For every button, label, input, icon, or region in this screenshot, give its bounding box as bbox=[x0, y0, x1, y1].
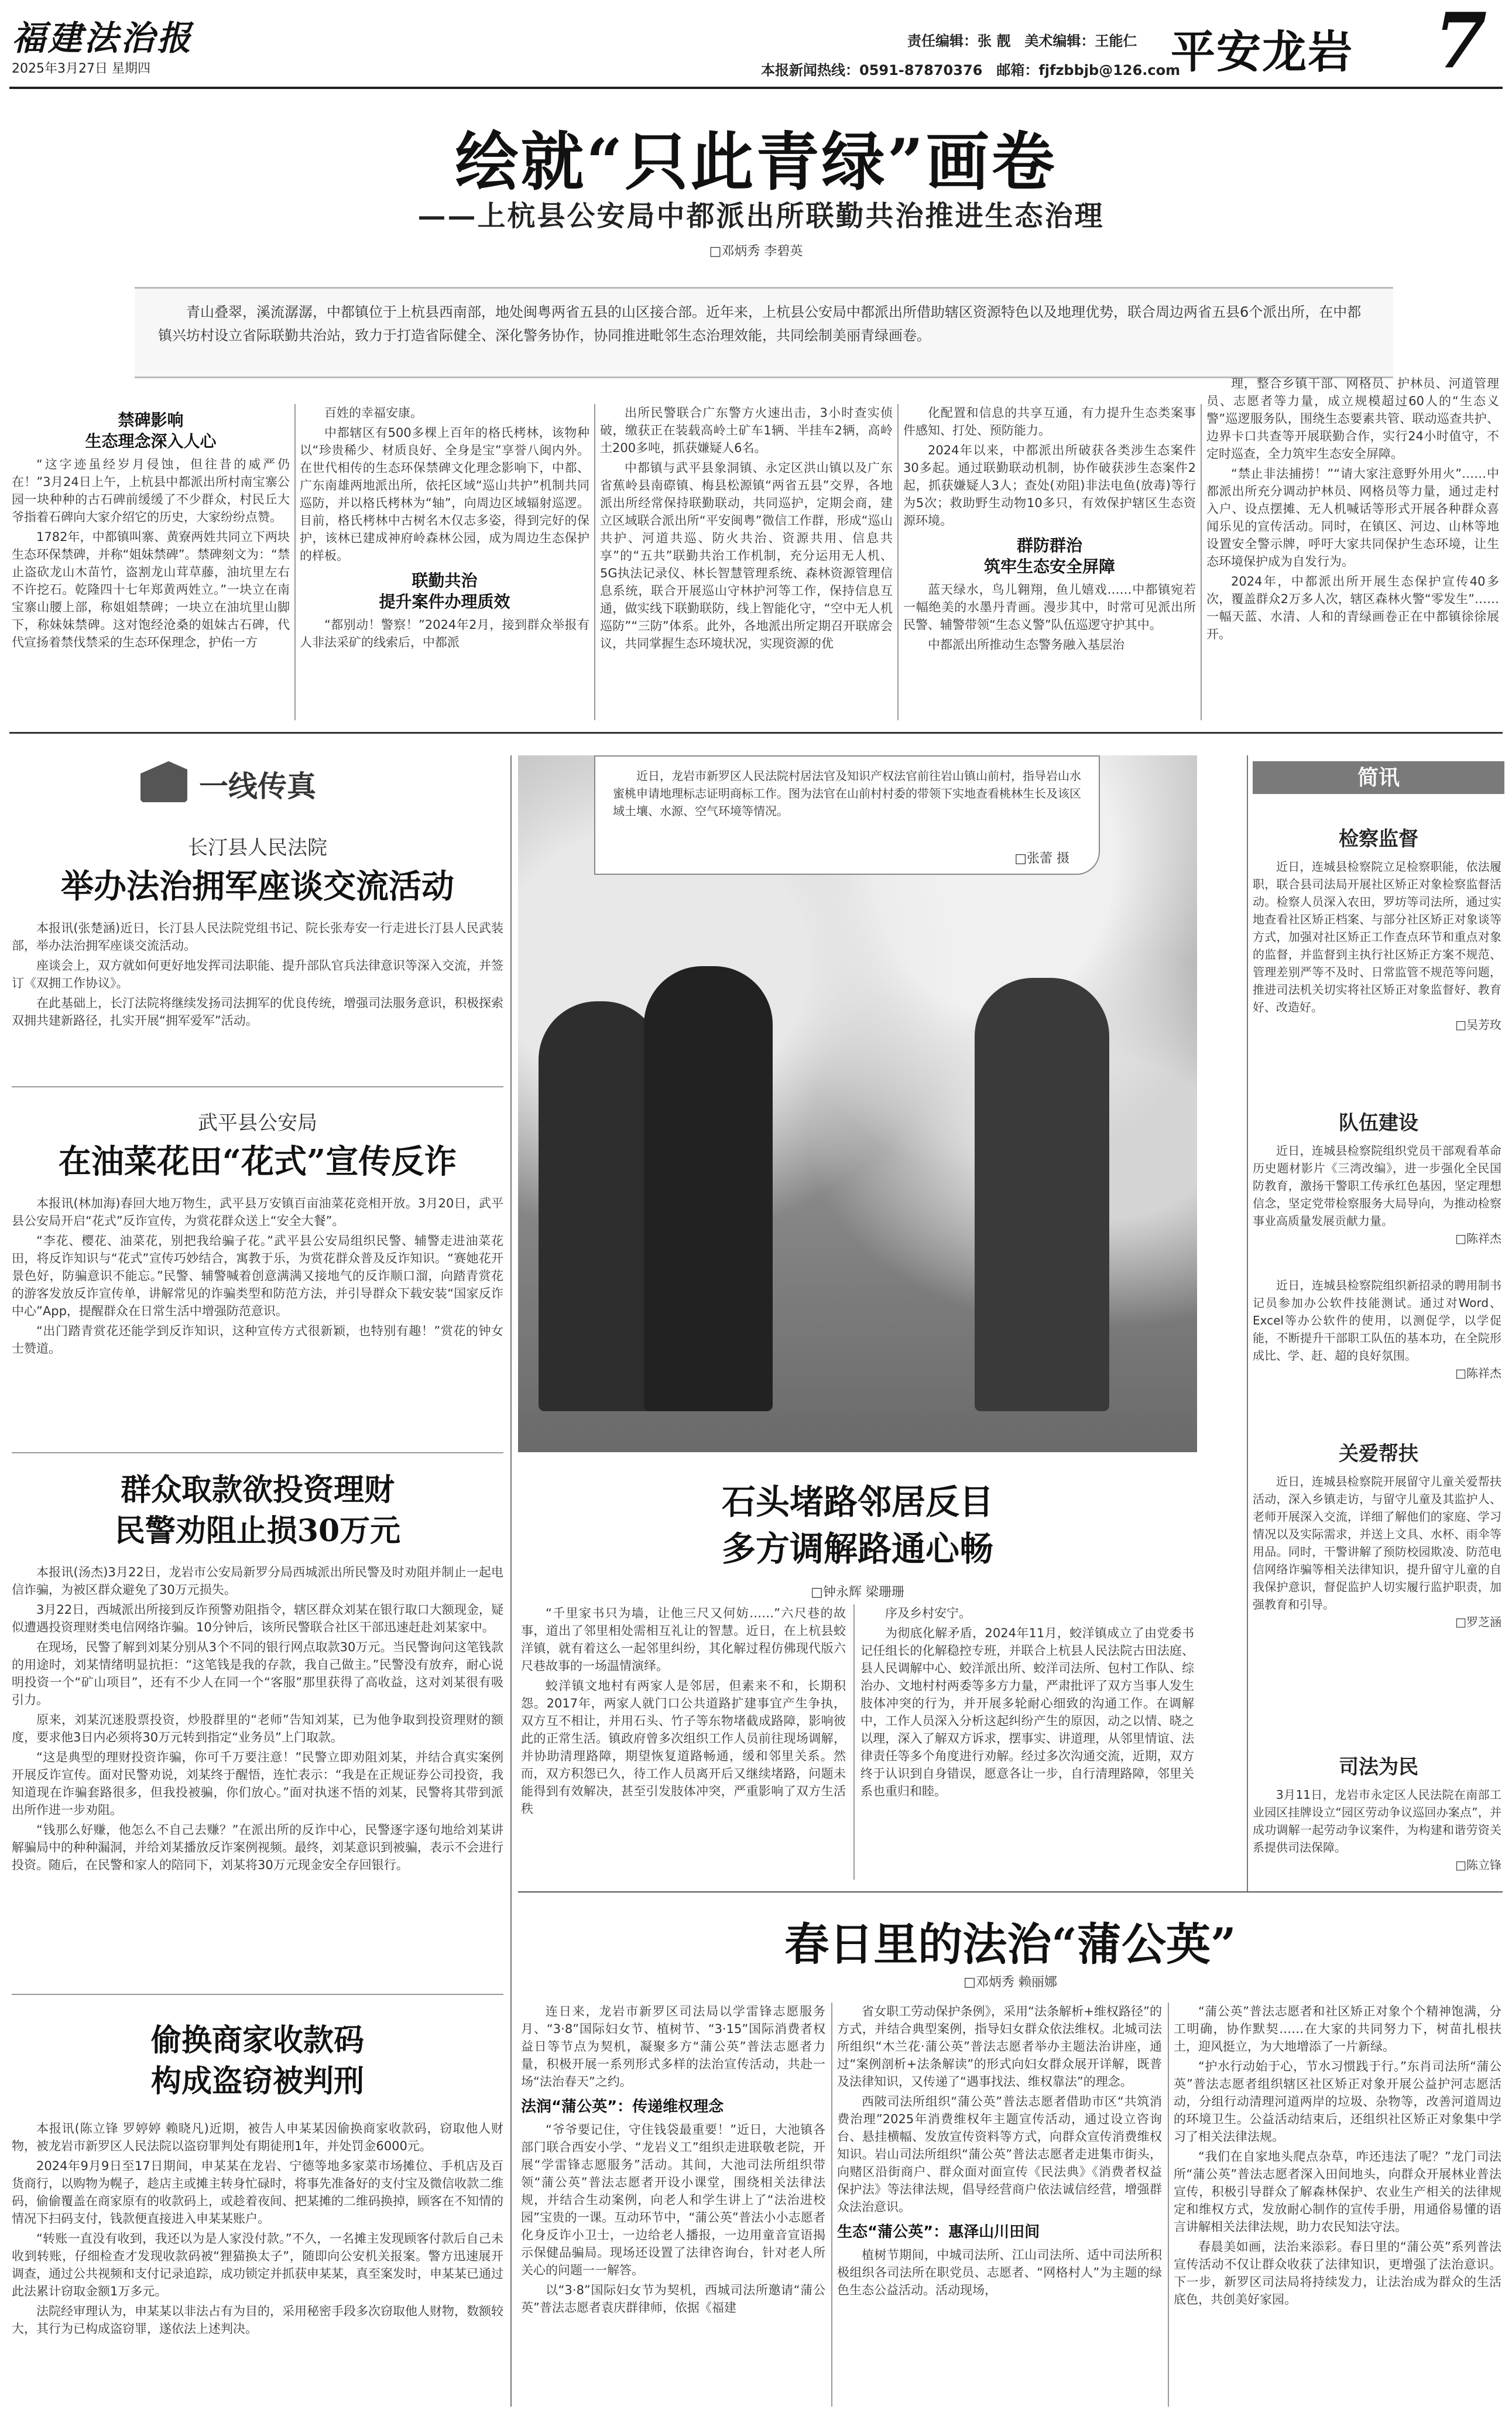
divider bbox=[897, 404, 899, 720]
lead-summary-box bbox=[135, 287, 1393, 378]
a3-title: 群众取款欲投资理财 民警劝阻止损30万元 bbox=[114, 1472, 401, 1549]
briefs-header bbox=[1253, 761, 1504, 794]
lead-col4-p3: 蓝天绿水，鸟儿翱翔，鱼儿嬉戏……中都镇宛若一幅绝美的水墨丹青画。漫步其中，时常可见派出所民警、辅警带领“生态义警”队伍巡逻守护其中。 bbox=[903, 583, 1196, 632]
news-photo bbox=[518, 755, 1197, 1452]
brief-5-text: 3月11日，龙岩市永定区人民法院在南部工业园区挂牌设立“园区劳动争议巡回办案点”，并成功调解一起劳动争议案件，为构建和谐劳资关系提供司法保障。 bbox=[1253, 1788, 1501, 1854]
a1-body bbox=[12, 919, 503, 1032]
lead-summary: 青山叠翠，溪流潺潺，中都镇位于上杭县西南部，地处闽粤两省五县的山区接合部。近年来，上杭县公安局中都派出所借助辖区资源特色以及地理优势，联合周边两省五县6个派出所，在中都镇兴坊村设立省际联勤共治站，致力于打造省际健全、深化警务协作，协同推进毗邻生态治理效能，共同绘制美丽青绿画卷。 bbox=[158, 304, 1362, 344]
lead-col4-p2: 2024年以来，中都派出所破获各类涉生态案件30多起。通过联勤联动机制，协作破获涉生态案件2起，抓获嫌疑人3人；查处(劝阻)非法电鱼(放毒)等行为5次；救助野生动物10多只，有效保护辖区生态资源环境。 bbox=[903, 443, 1196, 528]
a4-title: 偷换商家收款码 构成盗窃被判刑 bbox=[150, 2023, 364, 2099]
story1-p2: 蛟洋镇文地村有两家人是邻居，但素来不和，长期积怨。2017年，两家人就门口公共道路扩建事宜产生争执，双方互不相让，并用石头、竹子等东物堵截成路障，影响彼此的正常生活。镇政府曾多次组织工作人员前往现场调解，并协助清理路障，期望恢复道路畅通，缓和邻里关系。然而，双方积怨已久，待工作人员离开后又继续堵路，问题未能得到有效解决，甚至引发肢体冲突，严重影响了双方生活秩 bbox=[521, 1679, 846, 1816]
divider bbox=[1168, 2003, 1169, 2407]
editors-line: 责任编辑：张 靓 美术编辑：王能仁 bbox=[907, 33, 1137, 49]
brief-2-title: 队伍建设 bbox=[1339, 1111, 1418, 1135]
lead-subheadline: ——上杭县公安局中都派出所联勤共治推进生态治理 bbox=[417, 200, 1105, 232]
lead-headline: 绘就“只此青绿”画卷 bbox=[455, 125, 1057, 199]
a1-p2: 座谈会上，双方就如何更好地发挥司法职能、提升部队官兵法律意识等深入交流，并签订《双拥工作协议》。 bbox=[12, 959, 503, 990]
divider bbox=[12, 1994, 503, 1995]
lead-col4-p4: 中都派出所推动生态警务融入基层治 bbox=[928, 638, 1124, 652]
a3-p5: “这是典型的理财投资诈骗，你可千万要注意！”民警立即劝阻刘某，并结合真实案例开展反诈宣传。面对民警劝说，刘某终于醒悟，连忙表示：“我是在正规证券公司投资，我知道现在诈骗套路很多，但我投被骗，你们放心。”面对执迷不悟的刘某，民警将其带到派出所作进一步劝阻。 bbox=[12, 1750, 503, 1817]
a3-p6: “钱那么好赚，他怎么不自己去赚？”在派出所的反诈中心，民警逐字逐句地给刘某讲解骗局中的种种漏洞，并给刘某播放反诈案例视频。最终，刘某意识到被骗，表示不会进行投资。随后，在民警和家人的陪同下，刘某将30万元现金安全存回银行。 bbox=[12, 1823, 503, 1872]
a3-p4: 原来，刘某沉迷股票投资，炒股群里的“老师”告知刘某，已为他争取到投资理财的额度，要求他3日内必须将30万元转到指定“业务员”上门取款。 bbox=[12, 1713, 503, 1744]
photo-caption: 近日，龙岩市新罗区人民法院村居法官及知识产权法官前往岩山镇山前村，指导岩山水蜜桃申请地理标志证明商标工作。图为法官在山前村村委的带领下实地查看桃林生长及该区域土壤、水源、空气环境等情况。 bbox=[613, 769, 1081, 818]
divider bbox=[294, 404, 296, 720]
brief-5-by: □陈立锋 bbox=[1455, 1858, 1501, 1872]
photo-caption-box bbox=[594, 755, 1100, 875]
divider bbox=[1247, 755, 1248, 1891]
masthead bbox=[0, 0, 1512, 88]
a1-p1: 本报讯(张楚涵)近日，长汀县人民法院党组书记、院长张寿安一行走进长汀县人民武装部，举办法治拥军座谈交流活动。 bbox=[12, 921, 503, 953]
story1-col-2 bbox=[860, 1604, 1194, 1802]
divider bbox=[594, 404, 595, 720]
a4-body bbox=[12, 2120, 503, 2340]
lead-col3-p2: 中都镇与武平县象洞镇、永定区洪山镇以及广东省蕉岭县南磜镇、梅县松源镇“两省五县”交界，各地派出所经常保持联勤联动，共同巡护，定期会商，建立区域联合派出所“平安闽粤”微信工作群，形成“巡山共护、河道共巡、防火共治、资源共用、信息共享”的“五共”联勤共治工作机制，充分运用无人机、5G执法记录仪、林长智慧管理系统、森林资源管理信息系统，联合开展巡山守林护河等工作，保持信息互通，做实线下联勤联防，线上智能化守，“空中无人机巡防”“三防”体系。此外，各地派出所定期召开联席会议，共同掌握生态环境状况，实现资源的优 bbox=[600, 461, 893, 651]
yixian-banner-text: 一线传真 bbox=[199, 769, 316, 803]
story1-p3: 序及乡村安宁。 bbox=[885, 1606, 971, 1620]
story2-p2: “爷爷要记住，守住钱袋最重要！”近日，大池镇各部门联合西安小学、“龙岩义工”组织走进联敬老院，开展“学雷锋志愿服务”活动。其间，大池司法所组织带领“蒲公英”普法志愿者开设小课堂，围绕相关法律法规，并结合生动案例，向老人和学生讲上了“法治进校园”宝贵的一课。互动环节中，“蒲公英”普法小小志愿者化身反诈小卫士，一边给老人播报，一边用童音宣语揭示保健品骗局。现场还设置了法律咨询台，针对老人所关心的问题一一解答。 bbox=[521, 2123, 825, 2277]
a2-p1: 本报讯(林加海)春回大地万物生，武平县万安镇百亩油菜花竞相开放。3月20日，武平县公安局开启“花式”反诈宣传，为赏花群众送上“安全大餐”。 bbox=[12, 1196, 503, 1228]
lead-col2-p2: 中都辖区有500多棵上百年的格氏栲林，该物种以“珍贵稀少、材质良好、全身是宝”享誉八闽内外。在世代相传的生态环保禁碑文化理念影响下，中都、广东南雄两地派出所，依托区域“巡山共护”机制共同巡防，并以格氏栲林为“轴”，向周边区域辐射巡逻。目前，格氏栲林中古树名木仅志多姿，得到完好的保护，该林已建成神府岭森林公园，成为周边生态保护的样板。 bbox=[300, 426, 589, 563]
newspaper-logo: 福建法治报 bbox=[12, 18, 194, 58]
a4-p4: 法院经审理认为，申某某以非法占有为目的，采用秘密手段多次窃取他人财物，数额较大，其行为已构成盗窃罪，遂依法上述判决。 bbox=[12, 2304, 503, 2336]
story2-byline: □邓炳秀 赖丽娜 bbox=[964, 1975, 1057, 1990]
fax-icon bbox=[140, 761, 187, 802]
story2-p10: 春晨美如画，法治来添彩。春日里的“蒲公英”系列普法宣传活动不仅让群众收获了法律知识，更增强了法治意识。下一步，新罗区司法局将持续发力，让法治成为群众的生活底色，共创美好家园。 bbox=[1174, 2240, 1501, 2307]
divider bbox=[510, 755, 512, 2407]
brief-2-by: □陈祥杰 bbox=[1455, 1231, 1501, 1245]
page-number: 7 bbox=[1434, 0, 1487, 85]
a2-p3: “出门踏青赏花还能学到反诈知识，这种宣传方式很新颖，也特别有趣！”赏花的钟女士赞道。 bbox=[12, 1324, 503, 1356]
photo-person-middle bbox=[644, 966, 773, 1411]
story1-p1: “千里家书只为墙，让他三尺又何妨……”六尺巷的故事，道出了邻里相处需相互礼让的智慧。近日，在上杭县蛟洋镇，就有着这么一起邻里纠纷，其化解过程仿佛现代版六尺巷故事的一场温情演绎。 bbox=[521, 1606, 846, 1673]
divider bbox=[853, 1604, 855, 1880]
brief-4-text: 近日，连城县检察院开展留守儿童关爱帮扶活动，深入乡镇走访，与留守儿童及其监护人、老师开展深入交流，详细了解他们的家庭、学习情况以及实际需求，并送上文具、水杯、雨伞等用品。同时，干警讲解了预防校园欺凌、防范电信网络诈骗等相关法律知识，提升留守儿童的自我保护意识，督促监护人切实履行监护职责，加强教育和引导。 bbox=[1253, 1474, 1501, 1611]
divider bbox=[1201, 404, 1202, 720]
lead-col-5 bbox=[1206, 375, 1499, 720]
lead-col3-p1: 出所民警联合广东警方火速出击，3小时查实侦破，缴获正在装载高岭土矿车1辆、半挂车2辆，高岭土200多吨，抓获嫌疑人6名。 bbox=[600, 406, 893, 455]
lead-col-4 bbox=[903, 404, 1196, 720]
yixian-banner bbox=[140, 758, 340, 811]
brief-5-title: 司法为民 bbox=[1339, 1755, 1418, 1779]
hotline-line: 本报新闻热线：0591-87870376 邮箱：fjfzbbjb@126.com bbox=[761, 62, 1181, 78]
a2-body bbox=[12, 1195, 503, 1360]
story1-p4: 为彻底化解矛盾，2024年11月，蛟洋镇成立了由党委书记任组长的化解稳控专班，并联合上杭县人民法院古田法庭、县人民调解中心、蛟洋派出所、蛟洋司法所、包村工作队、综治办、文地村村两委等多方力量，严肃批评了双方当事人发生肢体冲突的行为，并开展多轮耐心细致的沟通工作。在调解中，工作人员深入分析这起纠纷产生的原因，动之以情、晓之以理，深入了解双方诉求，摆事实、讲道理，从邻里情谊、法律责任等多个角度进行劝解。经过多次沟通交流，近期，双方终于认识到自身错误，愿意各让一步，自行清理路障，邻里关系也重归和睦。 bbox=[860, 1626, 1194, 1798]
lead-col5-p2: “禁止非法捕捞！”“请大家注意野外用火”……中都派出所充分调动护林员、网格员等力量，通过走村入户、设点摆摊、无人机喊话等形式开展各种群众喜闻乐见的宣传活动。同时，在镇区、河边、山林等地设置安全警示牌，呼吁大家共同保护生态环境，让生态环境保护成为自发行为。 bbox=[1206, 467, 1499, 569]
brief-4-body bbox=[1253, 1473, 1501, 1631]
a1-unit: 长汀县人民法院 bbox=[188, 836, 327, 860]
brief-2-text: 近日，连城县检察院组织党员干部观看革命历史题材影片《三湾改编》，进一步强化全民国防教育，激扬干警职工传承红色基因，坚定理想信念，坚定党带检察服务大局导向，为推动检察事业高质量发展贡献力量。 bbox=[1253, 1144, 1501, 1228]
brief-1-body bbox=[1253, 858, 1501, 1034]
divider bbox=[831, 2003, 832, 2407]
section-rule bbox=[9, 732, 1503, 734]
story2-p8: “护水行动始于心，节水习惯践于行。”东肖司法所“蒲公英”普法志愿者组织辖区社区矫正对象开展公益护河志愿活动，分组行动清理河道两岸的垃圾、杂物等，改善河道周边的环境卫生。公益活动结束后，还组织社区矫正对象集中学习了相关法律法规。 bbox=[1174, 2059, 1501, 2144]
a4-p1: 本报讯(陈立锋 罗婷婷 赖晓凡)近期，被告人申某某因偷换商家收款码，窃取他人财物，被龙岩市新罗区人民法院以盗窃罪判处有期徒刑1年，并处罚金6000元。 bbox=[12, 2121, 503, 2153]
story2-p4: 省女职工劳动保护条例》，采用“法条解析+维权路径”的方式，并结合典型案例，指导妇女群众依法维权。北城司法所组织“木兰花·蒲公英”普法志愿者举办主题法治讲座，通过“案例剖析+法条解读”的形式向妇女群众展开详解，既普及法律知识，又传递了“遇事找法、维权靠法”的理念。 bbox=[837, 2004, 1162, 2089]
story2-title: 春日里的法治“蒲公英” bbox=[784, 1918, 1236, 1970]
story1-title: 石头堵路邻居反目 多方调解路通心畅 bbox=[721, 1482, 993, 1569]
story1-col-1 bbox=[521, 1604, 846, 1820]
story2-col-2 bbox=[837, 2003, 1162, 2301]
divider bbox=[12, 1452, 503, 1453]
masthead-rule bbox=[9, 87, 1503, 89]
issue-date: 2025年3月27日 星期四 bbox=[12, 61, 150, 76]
a3-p3: 在现场，民警了解到刘某分别从3个不同的银行网点取款30万元。当民警询问这笔钱款的用途时，刘某情绪明显抗拒：“这笔钱是我的存款，我自己做主。”民警没有放弃，耐心说明投资一个“矿山项目”，还有不少人在同一个“客服”那里获得了高收益，这对刘某很有吸引力。 bbox=[12, 1640, 503, 1707]
brief-3-body bbox=[1253, 1277, 1501, 1382]
a3-body bbox=[12, 1563, 503, 1876]
lead-col2-p3: “都别动！警察！”2024年2月，接到群众举报有人非法采矿的线索后，中都派 bbox=[300, 618, 589, 649]
brief-1-text: 近日，连城县检察院立足检察职能，依法履职，联合县司法局开展社区矫正对象检察监督活动。检察人员深入农田，罗坊等司法所，通过实地查看社区矫正档案、与部分社区矫正对象谈等方式，加强对社区矫正工作查点环节和重点对象的监督，并监督到主执行社区矫正方案不规范、管理差别严等不及时、日常监管不规范等问题，推进司法机关切实将社区矫正对象监督好、教育好、改造好。 bbox=[1253, 860, 1501, 1014]
a4-p2: 2024年9月9日至17日期间，申某某在龙岩、宁德等地多家菜市场摊位、手机店及百货商行，以购物为幌子，趁店主或摊主转身忙碌时，将事先准备好的支付宝及微信收款二维码，偷偷覆盖在商家原有的收款码上，或趁着夜间、把某摊的二维码换掉，顾客在不知情的情况下扫码支付，钱款便直接进入申某某账户。 bbox=[12, 2159, 503, 2226]
section-rule bbox=[518, 1891, 1503, 1893]
photo-person-right bbox=[975, 978, 1109, 1411]
brief-5-body bbox=[1253, 1786, 1501, 1874]
story2-p3: 以“3·8”国际妇女节为契机，西城司法所邀请“蒲公英”普法志愿者袁庆群律师，依据《福建 bbox=[521, 2283, 825, 2315]
story2-subhead-2: 生态“蒲公英”：惠泽山川田间 bbox=[837, 2223, 1040, 2241]
story1-byline: □钟永辉 梁珊珊 bbox=[811, 1585, 904, 1600]
lead-col4-p1: 化配置和信息的共享互通，有力提升生态类案事件感知、打处、预防能力。 bbox=[903, 406, 1196, 437]
brief-3-by: □陈祥杰 bbox=[1455, 1366, 1501, 1380]
briefs-header-text: 简讯 bbox=[1357, 765, 1400, 790]
photo-credit: □张蕾 摄 bbox=[1014, 851, 1069, 866]
photo-person-left bbox=[539, 1001, 661, 1411]
brief-4-title: 关爱帮扶 bbox=[1339, 1442, 1418, 1466]
story2-p6: 植树节期间，中城司法所、江山司法所、适中司法所积极组织各司法所在职党员、志愿者、“网格村人”为主题的绿色生态公益活动。活动现场， bbox=[837, 2248, 1162, 2297]
story2-p5: 西陂司法所组织“蒲公英”普法志愿者借助市区“共筑消费治理”2025年消费维权年主题宣传活动，通过设立咨询台、悬挂横幅、发放宣传资料等方式，向群众宣传消费维权知识。岩山司法所组织“蒲公英”普法志愿者走进集市街头，向赌区沿街商户、群众面对面宣传《民法典》《消费者权益保护法》等法律法规，倡导经营商户依法诚信经营，增强群众法治意识。 bbox=[837, 2095, 1162, 2214]
section-title: 平安龙岩 bbox=[1171, 26, 1353, 78]
a1-p3: 在此基础上，长汀法院将继续发扬司法拥军的优良传统，增强司法服务意识，积极探索双拥共建新路径，扎实开展“拥军爱军”活动。 bbox=[12, 996, 503, 1028]
brief-1-by: □吴芳玫 bbox=[1455, 1018, 1501, 1032]
lead-col5-p3: 2024年，中都派出所开展生态保护宣传40多次，覆盖群众2万多人次，辖区森林火警“零发生”……一幅天蓝、水清、人和的青绿画卷正在中都镇徐徐展开。 bbox=[1206, 574, 1499, 641]
story2-col-3 bbox=[1174, 2003, 1501, 2311]
lead-col-1 bbox=[12, 404, 290, 720]
story2-subhead-1: 法润“蒲公英”：传递维权理念 bbox=[521, 2098, 724, 2116]
brief-3-text: 近日，连城县检察院组织新招录的聘用制书记员参加办公软件技能测试。通过对Word、Excel等办公软件的使用，以测促学，以学促能，不断提升干部职工队伍的基本功，在全院形成比、学、赶、超的良好氛围。 bbox=[1253, 1278, 1501, 1363]
lead-col-2 bbox=[300, 404, 589, 720]
a2-p2: “李花、樱花、油菜花，别把我给骗子花。”武平县公安局组织民警、辅警走进油菜花田，将反诈知识与“花式”宣传巧妙结合，寓教于乐，为赏花群众普及反诈知识。“赛她花开景色好，防骗意识不能忘。”民警、辅警喊着创意满满又接地气的反诈顺口溜，向踏青赏花的游客发放反诈宣传单，讲解常见的诈骗类型和防范方法，并引导群众下载安装“国家反诈中心”App，提醒群众在日常生活中增强防范意识。 bbox=[12, 1234, 503, 1318]
lead-col1-p1: “这字迹虽经岁月侵蚀，但往昔的威严仍在！”3月24日上午，上杭县中都派出所村南宝寨公园一块种种的古石碑前缓缓了不少群众，村民丘大爷指着石碑向大家介绍它的历史，大家纷纷点赞。 bbox=[12, 457, 290, 524]
a1-title: 举办法治拥军座谈交流活动 bbox=[61, 867, 454, 906]
lead-subhead-3: 群防群治 筑牢生态安全屏障 bbox=[983, 536, 1115, 576]
lead-col1-p2: 1782年，中都镇叫寨、黄寮两姓共同立下两块生态环保禁碑，并称“姐妹禁碑”。禁碑刻文为：“禁止盗砍龙山木苗竹，盗割龙山茸草藤，油坑里左右不许挖石。乾隆四十七年郑黄两姓立。”一块立在南宝寨山腰上部，称姐姐禁碑；一块立在油坑里山脚下，称妹妹禁碑。这对饱经沧桑的姐妹古石碑，代代宣扬着禁伐禁采的生态环保理念，护佑一方 bbox=[12, 530, 290, 649]
divider bbox=[12, 1086, 503, 1087]
story2-p1: 连日来，龙岩市新罗区司法局以学雷锋志愿服务月、“3·8”国际妇女节、植树节、“3·15”国际消费者权益日等节点为契机，凝聚多方“蒲公英”普法志愿者力量，积极开展一系列形式多样的法治宣传活动，共赴一场“法治春天”之约。 bbox=[521, 2004, 825, 2089]
lead-subhead-1: 禁碑影响 生态理念深入人心 bbox=[85, 410, 217, 451]
brief-2-body bbox=[1253, 1142, 1501, 1247]
lead-col5-p1: 理，整合乡镇干部、网格员、护林员、河道管理员、志愿者等力量，成立规模超过60人的“生态义警”巡逻服务队，围绕生态要素共管、联动巡查共护、边界卡口共查等开展联勤合作，实行24小时值守，不定时巡查，全力筑牢生态安全屏障。 bbox=[1206, 377, 1499, 461]
lead-byline: □邓炳秀 李碧英 bbox=[709, 244, 803, 259]
a2-unit: 武平县公安局 bbox=[198, 1111, 317, 1135]
story2-p9: “我们在自家地头爬点杂草，咋还违法了呢？”龙门司法所“蒲公英”普法志愿者深入田间地头，向群众开展林业普法宣传，积极引导群众了解森林保护、农业生产相关的法律规定和维权方式，发放耐心制作的宣传手册，用通俗易懂的语言讲解相关法律法规，助力农民知法守法。 bbox=[1174, 2150, 1501, 2234]
story2-col-1 bbox=[521, 2003, 825, 2319]
lead-col-3 bbox=[600, 404, 893, 720]
a4-p3: “转账一直没有收到，我还以为是人家没付款。”不久，一名摊主发现顾客付款后自己未收到转账，仔细检查才发现收款码被“狸猫换太子”，随即向公安机关报案。警方迅速展开调查，通过公共视频和支付记录追踪，成功锁定并抓获申某某，真至案发时，申某某已通过此法累计窃取金额1万多元。 bbox=[12, 2232, 503, 2298]
story2-p7: “蒲公英”普法志愿者和社区矫正对象个个精神饱满，分工明确，协作默契……在大家的共同努力下，树苗扎根扶土，迎风挺立，为大地增添了一片新绿。 bbox=[1174, 2004, 1501, 2054]
a2-title: 在油菜花田“花式”宣传反诈 bbox=[58, 1142, 457, 1181]
a3-p1: 本报讯(汤杰)3月22日，龙岩市公安局新罗分局西城派出所民警及时劝阻并制止一起电信诈骗，为被区群众避免了30万元损失。 bbox=[12, 1565, 503, 1597]
brief-1-title: 检察监督 bbox=[1339, 827, 1418, 851]
lead-subhead-2: 联勤共治 提升案件办理质效 bbox=[379, 571, 510, 611]
lead-col2-p1: 百姓的幸福安康。 bbox=[324, 406, 423, 420]
a3-p2: 3月22日，西城派出所接到反诈预警劝阻指令，辖区群众刘某在银行取口大额现金，疑似遭遇投资理财类电信网络诈骗。10分钟后，该所民警联合社区干部迅速赶赴刘某家中。 bbox=[12, 1603, 503, 1634]
brief-4-by: □罗芝涵 bbox=[1455, 1615, 1501, 1629]
